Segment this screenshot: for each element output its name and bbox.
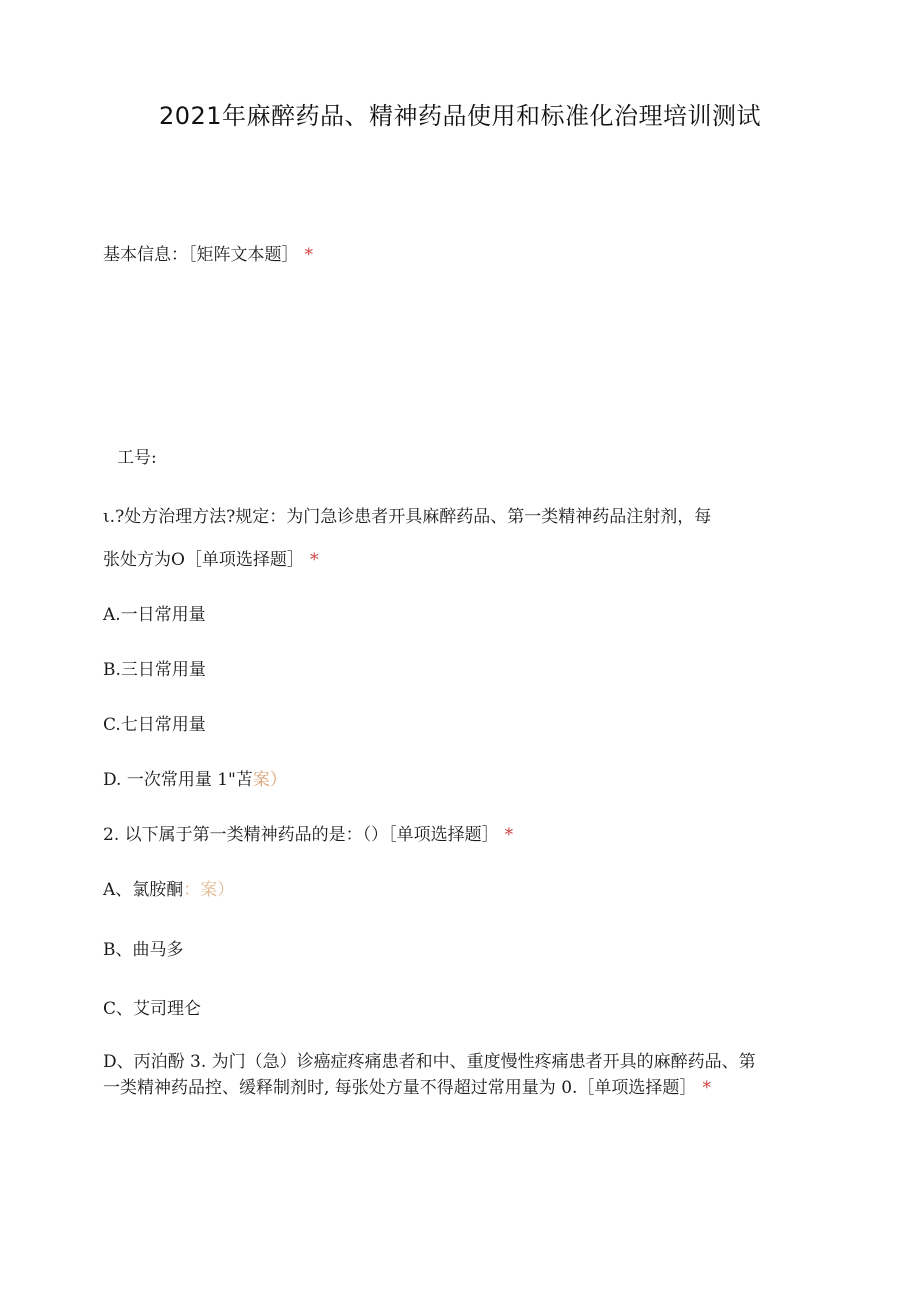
- basic-info-label: [103, 243, 313, 267]
- question-3-text: 一类精神药品控、缓释制剂时, 每张处方量不得超过常用量为 0.［单项选择题］: [103, 1078, 697, 1098]
- question-3-line-1: D、丙泊酚 3. 为门（急）诊癌症疼痛患者和中、重度慢性疼痛患者开具的麻醉药品、第: [103, 1052, 756, 1072]
- question-1-line-2: [103, 548, 318, 572]
- employee-id-label: 工号:: [117, 448, 157, 468]
- question-2: [103, 823, 513, 847]
- question-2-option-a: [103, 878, 234, 902]
- question-2-option-a-text: A、氯胺酮: [103, 880, 184, 900]
- document-title: 2021年麻醉药品、精神药品使用和标准化治理培训测试: [158, 102, 762, 130]
- required-star: *: [309, 550, 319, 570]
- question-1-option-a: A.一日常用量: [103, 605, 206, 625]
- question-1-option-d-text: D. 一次常用量 1"苫: [103, 770, 253, 790]
- question-1-option-b: B.三日常用量: [103, 660, 206, 680]
- required-star: *: [304, 245, 313, 265]
- question-1-option-d: [103, 768, 287, 792]
- question-1-line-1: ι.?处方治理方法?规定：为门急诊患者开具麻醉药品、第一类精神药品注射剂，每: [103, 507, 712, 527]
- basic-info-text: 基本信息：［矩阵文本题］: [103, 245, 299, 265]
- answer-mark: 案）: [252, 770, 287, 790]
- required-star: *: [702, 1078, 711, 1098]
- required-star: *: [504, 825, 514, 845]
- question-2-text: 2. 以下属于第一类精神药品的是：（）［单项选择题］: [103, 825, 499, 845]
- question-1-option-c: C.七日常用量: [103, 715, 206, 735]
- question-2-option-b: B、曲马多: [103, 940, 184, 960]
- question-3-line-2: [103, 1076, 711, 1100]
- question-2-option-c: C、艾司理仑: [103, 999, 202, 1019]
- question-1-text: 张处方为O［单项选择题］: [103, 550, 304, 570]
- answer-mark: ：案）: [183, 880, 235, 900]
